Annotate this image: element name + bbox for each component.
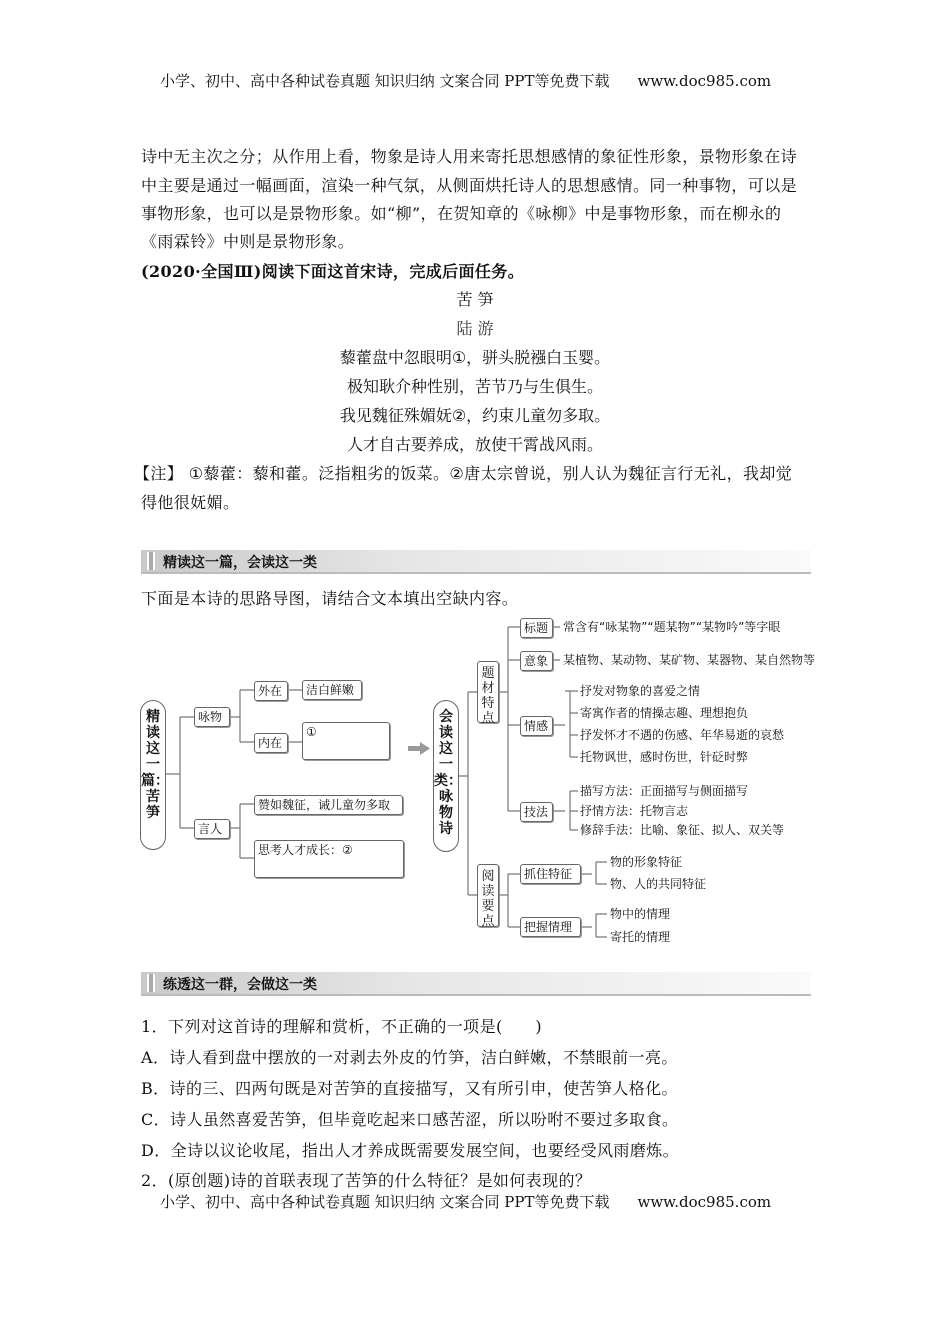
- node-yanren-1: 赞如魏征，诫儿童勿多取: [254, 795, 403, 815]
- node-waizai-value: 洁白鲜嫩: [302, 680, 362, 700]
- question: 2．(原创题)诗的首联表现了苦笋的什么特征？是如何表现的？: [141, 1171, 592, 1190]
- option-b: B．诗的三、四两句既是对苦笋的直接描写，又有所引申，使苦笋人格化。: [141, 1079, 678, 1098]
- paragraph-line: 中主要是通过一幅画面，渲染一种气氛，从侧面烘托诗人的思想感情。同一种事物，可以是: [141, 176, 798, 195]
- jifa-item: 修辞手法：比喻、象征、拟人、双关等: [580, 823, 785, 837]
- node-yuedu: 阅读要点: [477, 864, 499, 927]
- header-site: www.doc985.com: [637, 72, 772, 90]
- section-bar-2: [141, 972, 811, 996]
- left-root-node: 精读这一篇：苦笋: [140, 700, 166, 850]
- node-neizai: 内在: [254, 733, 288, 753]
- zhuazhu-item: 物、人的共同特征: [610, 877, 707, 891]
- node-qinggan: 情感: [520, 716, 553, 736]
- option-d: D．全诗以议论收尾，指出人才养成既需要发展空间，也要经受风雨磨炼。: [141, 1141, 680, 1160]
- poem-line: 人才自古要养成，放使干霄战风雨。: [346, 435, 603, 454]
- node-zhuazhu: 抓住特征: [520, 864, 581, 884]
- section-title: 精读这一篇，会读这一类: [163, 555, 317, 571]
- node-yanren: 言人: [194, 819, 230, 839]
- section-intro: 下面是本诗的思路导图，请结合文本填出空缺内容。: [141, 589, 519, 608]
- right-root-node: 会读这一类：咏物诗: [433, 700, 459, 852]
- bawo-item: 物中的情理: [610, 907, 671, 921]
- qinggan-item: 托物讽世，感时伤世，针砭时弊: [580, 750, 749, 764]
- node-biaoti: 标题: [520, 618, 553, 638]
- blank-answer-2: 思考人才成长：②: [254, 840, 404, 878]
- node-yixiang: 意象: [520, 651, 553, 671]
- footer-site: www.doc985.com: [637, 1193, 772, 1211]
- node-yongwu: 咏物: [194, 707, 230, 727]
- poem-line: 藜藿盘中忽眼明①，骈头脱襁白玉婴。: [339, 348, 611, 367]
- poem-line: 极知耿介种性别，苦节乃与生俱生。: [346, 377, 603, 396]
- option-a: A．诗人看到盘中摆放的一对剥去外皮的竹笋，洁白鲜嫩，不禁眼前一亮。: [141, 1048, 678, 1067]
- poem-author: 陆 游: [456, 319, 494, 338]
- paragraph-line: 《雨霖铃》中则是景物形象。: [141, 232, 355, 251]
- node-ticai: 题材特点: [477, 661, 499, 723]
- paragraph-line: 事物形象，也可以是景物形象。如“柳”，在贺知章的《咏柳》中是事物形象，而在柳永的: [141, 204, 782, 223]
- jifa-item: 抒情方法：托物言志: [580, 804, 689, 818]
- yixiang-text: 某植物、某动物、某矿物、某器物、某自然物等: [563, 653, 816, 667]
- qinggan-item: 寄寓作者的情操志趣、理想抱负: [580, 706, 749, 720]
- poem-line: 我见魏征殊媚妩②，约束儿童勿多取。: [339, 406, 611, 425]
- zhuazhu-item: 物的形象特征: [610, 855, 683, 869]
- node-waizai: 外在: [254, 681, 288, 701]
- paragraph-line: 诗中无主次之分；从作用上看，物象是诗人用来寄托思想感情的象征性形象，景物形象在诗: [141, 147, 798, 166]
- poem-note: 【注】 ①藜藿：藜和藿。泛指粗劣的饭菜。②唐太宗曾说，别人认为魏征言行无礼，我却觉: [134, 464, 793, 483]
- arrow-icon: [408, 742, 430, 755]
- biaoti-text: 常含有“咏某物”“题某物”“某物吟”等字眼: [563, 620, 781, 634]
- node-bawo: 把握情理: [520, 917, 581, 937]
- bawo-item: 寄托的情理: [610, 930, 671, 944]
- node-jifa: 技法: [520, 802, 553, 822]
- task-instruction: (2020·全国Ⅲ)阅读下面这首宋诗，完成后面任务。: [141, 262, 525, 281]
- header-text: 小学、初中、高中各种试卷真题 知识归纳 文案合同 PPT等免费下载: [160, 72, 610, 90]
- blank-answer-1: ①: [302, 722, 390, 760]
- poem-note: 得他很妩媚。: [141, 493, 240, 512]
- footer-text: 小学、初中、高中各种试卷真题 知识归纳 文案合同 PPT等免费下载: [160, 1193, 610, 1211]
- qinggan-item: 抒发怀才不遇的伤感、年华易逝的哀愁: [580, 728, 785, 742]
- jifa-item: 描写方法：正面描写与侧面描写: [580, 784, 749, 798]
- option-c: C．诗人虽然喜爱苦笋，但毕竟吃起来口感苦涩，所以吩咐不要过多取食。: [141, 1110, 679, 1129]
- section-title: 练透这一群，会做这一类: [163, 977, 317, 993]
- poem-title: 苦 笋: [456, 290, 494, 309]
- page-footer: [160, 1191, 771, 1212]
- qinggan-item: 抒发对物象的喜爱之情: [580, 684, 701, 698]
- question: 1．下列对这首诗的理解和赏析，不正确的一项是( ): [141, 1017, 543, 1036]
